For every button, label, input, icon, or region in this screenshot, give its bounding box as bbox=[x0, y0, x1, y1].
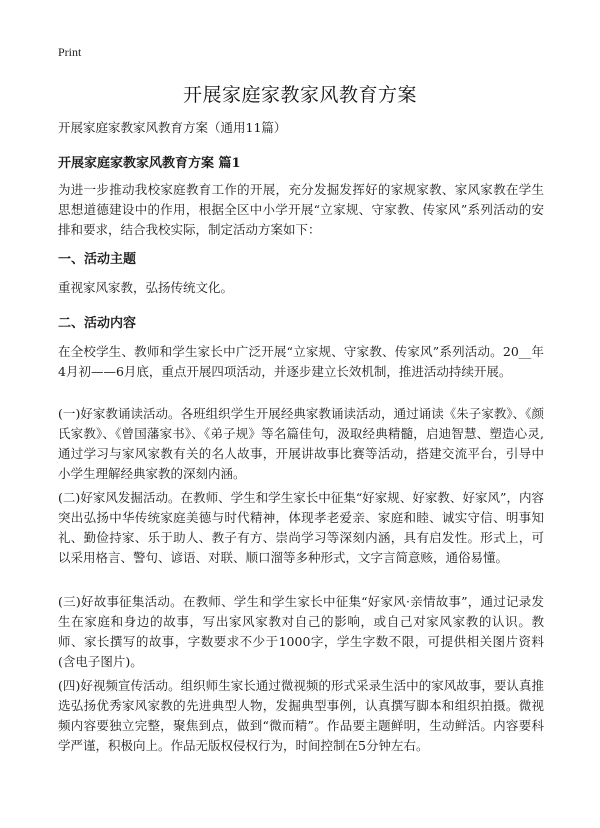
item-4-paragraph: (四)好视频宣传活动。组织师生家长通过微视频的形式采录生活中的家风故事，要认真推选弘扬优秀家风家教的先进典型人物，发掘典型事例，认真撰写脚本和组织拍摄。微视频内容要独立完整，聚焦到点，做到“微而精”。作品要主题鲜明，生动鲜活。内容要科学严谨，积极向上。作品无版权侵权行为，时间控制在5分钟左右。 bbox=[58, 678, 544, 753]
print-link[interactable]: Print bbox=[58, 45, 82, 59]
item-3-paragraph: (三)好故事征集活动。在教师、学生和学生家长中征集“好家风·亲情故事”，通过记录发生在家庭和身边的故事，写出家风家教对自己的影响，或自己对家风家教的认识。教师、家长撰写的故事，字数要求不少于1000字，学生字数不限，可提供相关图片资料(含电子图片)。 bbox=[58, 594, 544, 669]
intro-paragraph: 为进一步推动我校家庭教育工作的开展，充分发掘发挥好的家规家教、家风家教在学生思想道德建设中的作用，根据全区中小学开展“立家规、守家教、传家风”系列活动的安排和要求，结合我校实际，制定活动方案如下： bbox=[58, 182, 544, 237]
page-title: 开展家庭家教家风教育方案 bbox=[182, 84, 417, 106]
content-intro-paragraph: 在全校学生、教师和学生家长中广泛开展“立家规、守家教、传家风”系列活动。20__年4月初——6月底，重点开展四项活动，并逐步建立长效机制，推进活动持续开展。 bbox=[58, 344, 544, 379]
item-1-paragraph: (一)好家教诵读活动。各班组织学生开展经典家教诵读活动，通过诵读《朱子家教》、《颜氏家教》、《曾国藩家书》、《弟子规》等名篇佳句，汲取经典精髓，启迪智慧、塑造心灵,通过学习与家风家教有关的名人故事，开展讲故事比赛等活动，搭建交流平台，引导中小学生理解经典家教的深刻内涵。 bbox=[58, 406, 544, 481]
heading-activity-theme: 一、活动主题 bbox=[58, 252, 137, 267]
document-subtitle: 开展家庭家教家风教育方案（通用11篇） bbox=[58, 120, 287, 135]
heading-activity-content: 二、活动内容 bbox=[58, 316, 137, 331]
section-title: 开展家庭家教家风教育方案 篇1 bbox=[58, 156, 241, 171]
item-2-paragraph: (二)好家风发掘活动。在教师、学生和学生家长中征集“好家规、好家教、好家风”，内容突出弘扬中华传统家庭美德与时代精神，体现孝老爱亲、家庭和睦、诚实守信、明事知礼、勤俭持家、乐于助人、教子有方、崇尚学习等深刻内涵，具有启发性。形式上，可以采用格言、警句、谚语、对联、顺口溜等多种形式，文字言简意赅，通俗易懂。 bbox=[58, 490, 544, 565]
theme-paragraph: 重视家风家教，弘扬传统文化。 bbox=[58, 280, 234, 295]
